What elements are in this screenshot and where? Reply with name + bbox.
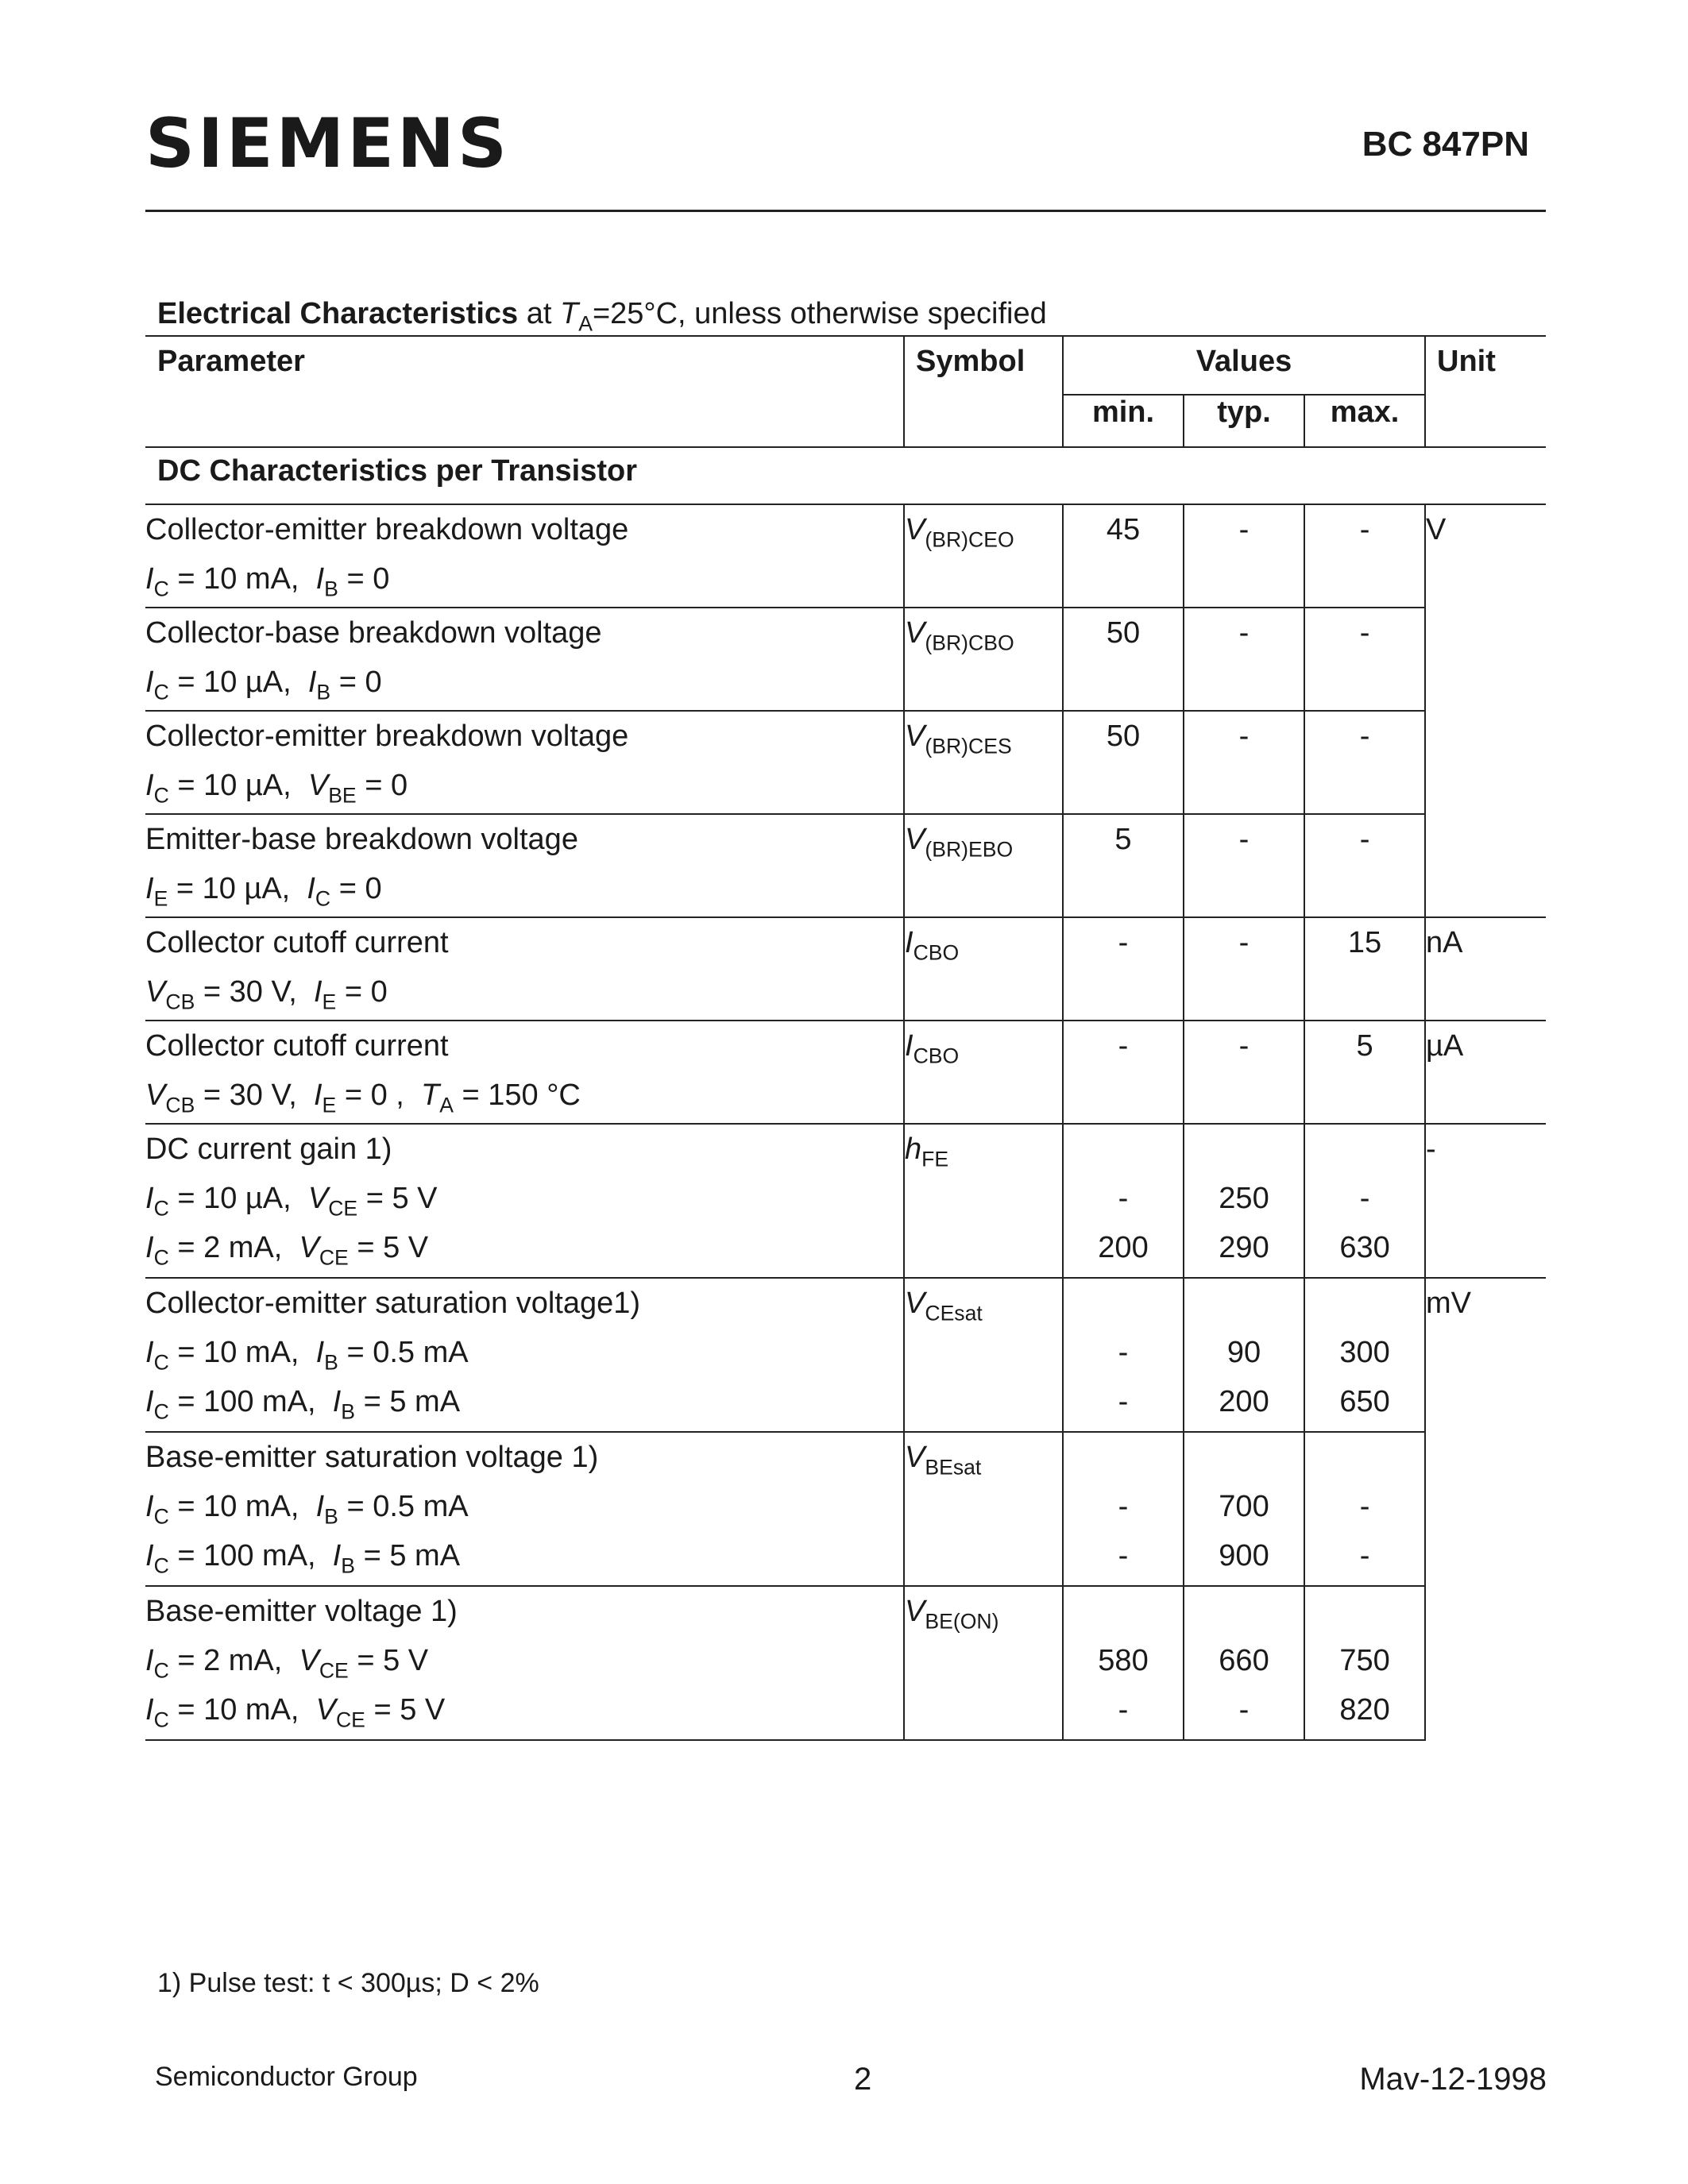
typ-value: 90 200 [1184,1278,1304,1432]
parameter-title: Base-emitter voltage 1) [145,1595,458,1628]
condition-line: $I_C = 2$ mA, $V_{CE} = 5$ V [145,1231,429,1270]
condition-line: $I_E = 10$ µA, $I_C = 0$ [145,872,382,911]
parameter-title: Collector cutoff current [145,926,449,959]
header-min: min. [1063,395,1184,447]
table-row [145,608,1546,711]
unit-cell: µA [1425,1021,1546,1124]
condition-line: $V_{CB} = 30$ V, $I_E = 0$ , $T_A = 150$ °C [145,1078,581,1117]
min-value: 50 [1063,608,1184,711]
footer-company: Semiconductor Group [155,2062,418,2092]
condition-line: $I_C = 10$ mA, $V_{CE} = 5$ V [145,1693,446,1732]
table-row [145,1124,1546,1278]
symbol-cell: $V_{CEsat}$ [904,1278,1063,1432]
typ-value: 700 900 [1184,1432,1304,1586]
min-value: - - [1063,1432,1184,1586]
parameter-cell [145,1278,904,1432]
header-parameter: Parameter [145,336,904,447]
typ-value: - [1184,917,1304,1021]
header-unit: Unit [1425,336,1546,447]
max-value: 15 [1304,917,1425,1021]
section-row [145,447,1546,504]
min-value: - [1063,1021,1184,1124]
table-header-row [145,336,1546,395]
table-row [145,1278,1546,1432]
typ-value: - [1184,711,1304,814]
symbol-cell: $V_{(BR)EBO}$ [904,814,1063,917]
parameter-cell [145,1432,904,1586]
parameter-cell [145,917,904,1021]
max-value: - [1304,814,1425,917]
max-value: 750 820 [1304,1586,1425,1740]
parameter-title: Base-emitter saturation voltage 1) [145,1441,599,1474]
header-values: Values [1063,336,1425,395]
typ-value: - [1184,1021,1304,1124]
condition-line: $I_C = 10$ µA, $V_{BE} = 0$ [145,769,408,808]
table-row [145,504,1546,608]
condition-line: $V_{CB} = 30$ V, $I_E = 0$ [145,975,388,1014]
header-symbol: Symbol [904,336,1063,447]
symbol-cell: $V_{(BR)CES}$ [904,711,1063,814]
typ-value: - [1184,504,1304,608]
parameter-cell [145,504,904,608]
header-typ: typ. [1184,395,1304,447]
parameter-cell [145,1124,904,1278]
symbol-cell: $V_{(BR)CEO}$ [904,504,1063,608]
symbol-cell: $h_{FE}$ [904,1124,1063,1278]
table-row [145,711,1546,814]
header-max: max. [1304,395,1425,447]
symbol-cell: $V_{(BR)CBO}$ [904,608,1063,711]
typ-value: 250 290 [1184,1124,1304,1278]
typ-value: - [1184,608,1304,711]
table-caption [157,295,1047,336]
symbol-cell: $I_{CBO}$ [904,917,1063,1021]
unit-cell: V [1425,504,1546,917]
footnote: 1) Pulse test: t < 300µs; D < 2% [157,1968,539,1998]
unit-cell: mV [1425,1278,1546,1740]
siemens-logo: SIEMENS [145,104,510,183]
condition-line: $I_C = 100$ mA, $I_B = 5$ mA [145,1539,461,1578]
unit-cell: - [1425,1124,1546,1278]
symbol-cell: $I_{CBO}$ [904,1021,1063,1124]
parameter-title: Emitter-base breakdown voltage [145,823,578,856]
condition-line: $I_C = 10$ µA, $I_B = 0$ [145,666,382,704]
condition-line: $I_C = 10$ µA, $V_{CE} = 5$ V [145,1182,438,1221]
caption-at: at [526,297,552,330]
parameter-cell [145,814,904,917]
table-row [145,1432,1546,1586]
section-title: DC Characteristics per Transistor [145,447,1546,504]
parameter-title: Collector-emitter breakdown voltage [145,720,629,753]
max-value: - 630 [1304,1124,1425,1278]
parameter-title: Collector-emitter saturation voltage1) [145,1287,641,1320]
max-value: - [1304,608,1425,711]
parameter-title: Collector cutoff current [145,1029,449,1063]
parameter-cell [145,1021,904,1124]
table-row [145,1586,1546,1740]
typ-value: 660 - [1184,1586,1304,1740]
min-value: - [1063,917,1184,1021]
footer-date: Mav-12-1998 [1359,2062,1547,2097]
parameter-cell [145,608,904,711]
condition-line: $I_C = 10$ mA, $I_B = 0.5$ mA [145,1490,469,1529]
footer-page-number: 2 [854,2062,872,2097]
parameter-cell [145,711,904,814]
electrical-characteristics-table [145,335,1546,1741]
min-value: 45 [1063,504,1184,608]
table-row [145,1021,1546,1124]
caption-bold: Electrical Characteristics [157,297,519,330]
parameter-title: DC current gain 1) [145,1133,392,1166]
max-value: - [1304,504,1425,608]
table-row [145,814,1546,917]
max-value: - [1304,711,1425,814]
condition-line: $I_C = 2$ mA, $V_{CE} = 5$ V [145,1644,429,1683]
table-row [145,917,1546,1021]
typ-value: - [1184,814,1304,917]
symbol-cell: $V_{BEsat}$ [904,1432,1063,1586]
parameter-cell [145,1586,904,1740]
caption-ta-sub: A [578,311,593,336]
caption-rest: =25°C, unless otherwise specified [592,297,1047,330]
unit-cell: nA [1425,917,1546,1021]
condition-line: $I_C = 10$ mA, $I_B = 0$ [145,562,390,601]
min-value: 5 [1063,814,1184,917]
part-number: BC 847PN [1362,125,1529,164]
min-value: - - [1063,1278,1184,1432]
min-value: 580 - [1063,1586,1184,1740]
symbol-cell: $V_{BE(ON)}$ [904,1586,1063,1740]
max-value: 300 650 [1304,1278,1425,1432]
max-value: 5 [1304,1021,1425,1124]
header-rule [145,210,1546,212]
min-value: - 200 [1063,1124,1184,1278]
caption-ta-symbol: T [559,297,579,330]
parameter-title: Collector-base breakdown voltage [145,616,602,650]
condition-line: $I_C = 10$ mA, $I_B = 0.5$ mA [145,1336,469,1375]
max-value: - - [1304,1432,1425,1586]
parameter-title: Collector-emitter breakdown voltage [145,513,629,546]
condition-line: $I_C = 100$ mA, $I_B = 5$ mA [145,1385,461,1424]
min-value: 50 [1063,711,1184,814]
